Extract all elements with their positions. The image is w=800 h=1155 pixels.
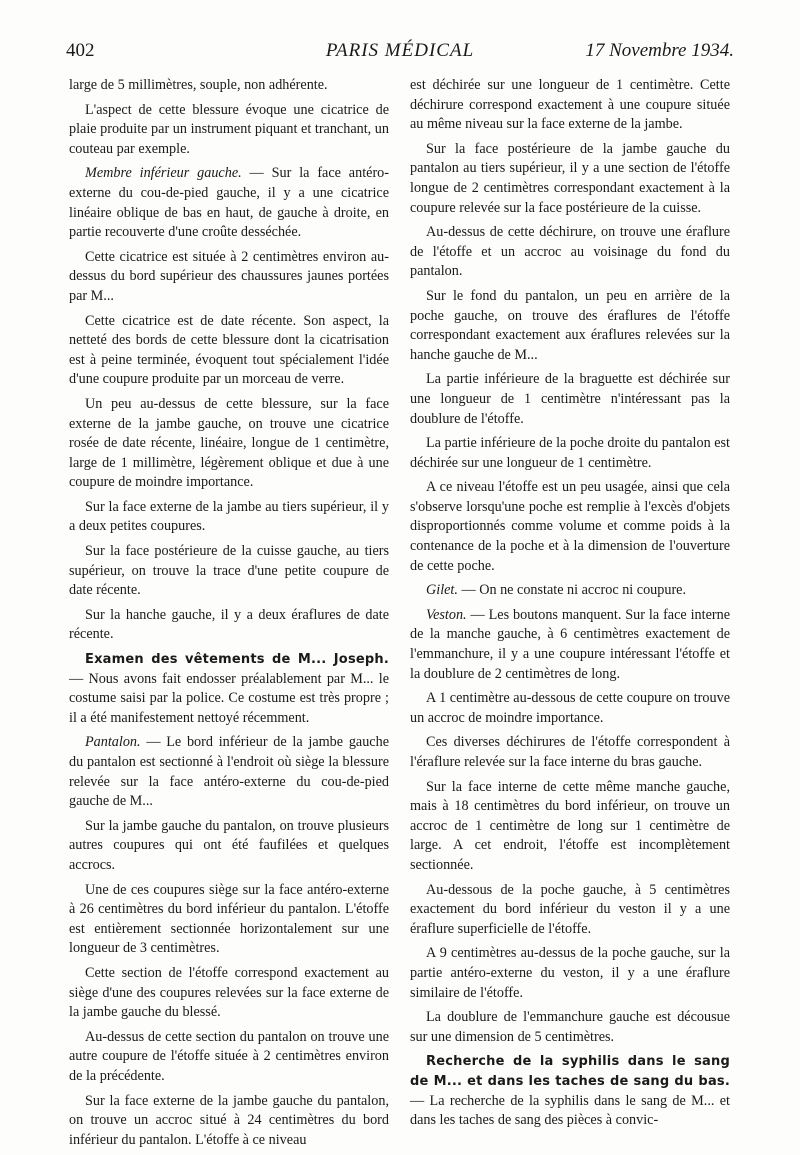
paragraph: Ces diverses déchirures de l'étoffe correspondent à l'éraflure relevée sur la face interne du bras gauche. [410,734,730,770]
paragraph-text: — Les boutons manquent. Sur la face interne de la manche gauche, à 6 centimètres exactement de l'emmanchure, il y a une coupure intéressant l'étoffe et la doublure de 2 centimètres de long. [410,606,730,682]
paragraph: Cette cicatrice est de date récente. Son aspect, la netteté des bords de cette blessure dont la cicatrisation est à peine terminée, évoquent tout spécialement l'idée d'une coupure produite par un morceau de verre. [69,312,389,388]
paragraph [69,650,389,728]
paragraph: La doublure de l'emmanchure gauche est décousue sur une dimension de 5 centimètres. [410,1009,730,1045]
paragraph: Sur la face externe de la jambe gauche du pantalon, on trouve un accroc situé à 24 centimètres du bord inférieur du pantalon. L'étoffe à ce niveau [69,1092,389,1148]
paragraph: Au-dessus de cette déchirure, on trouve une éraflure de l'étoffe et un accroc au voisinage du fond du pantalon. [410,224,730,280]
paragraph: Sur la face interne de cette même manche gauche, mais à 18 centimètres du bord inférieur, on trouve un accroc de 1 centimètre de long sur 1 centimètre de large. A cet endroit, l'étoffe est incomplètement sectionnée. [410,778,730,873]
paragraph: Sur la face postérieure de la cuisse gauche, au tiers supérieur, on trouve la trace d'une petite coupure de date récente. [69,543,389,599]
paragraph: Sur le fond du pantalon, un peu en arrière de la poche gauche, on trouve des éraflures de l'étoffe correspondant exactement aux éraflures relevées sur la hanche gauche de M... [410,287,730,363]
paragraph-text: — Nous avons fait endosser préalablement par M... le costume saisi par la police. Ce costume est très propre ; il a été manifestement nettoyé récemment. [69,670,389,726]
paragraph-text: — On ne constate ni accroc ni coupure. [457,582,687,599]
paragraph: Sur la jambe gauche du pantalon, on trouve plusieurs autres coupures qui ont été faufilées et quelques accrocs. [69,817,389,873]
section-heading: Recherche de la syphilis dans le sang de M... et dans les taches de sang du bas. [410,1054,730,1089]
paragraph: L'aspect de cette blessure évoque une cicatrice de plaie produite par un instrument piquant et tranchant, un couteau par exemple. [69,101,389,157]
page-number: 402 [66,40,95,61]
paragraph: A ce niveau l'étoffe est un peu usagée, ainsi que cela s'observe lorsqu'une poche est remplie à l'excès d'objets disproportionnés comme volume et comme poids à la contenance de la poche et à la dimension de l'ouverture de cette poche. [410,479,730,574]
paragraph-text: — Le bord inférieur de la jambe gauche du pantalon est sectionné à l'endroit où siège la blessure relevée sur la face antéro-externe du cou-de-pied gauche de M... [69,734,389,810]
paragraph [69,164,389,242]
section-heading: Examen des vêtements de M... Joseph. [85,652,389,668]
paragraph: Cette cicatrice est située à 2 centimètres environ au-dessus du bord supérieur des chaussures jaunes portées par M... [69,248,389,304]
section-label: Gilet. [426,582,458,599]
paragraph: Un peu au-dessus de cette blessure, sur la face externe de la jambe gauche, on trouve une cicatrice rosée de date récente, linéaire, longue de 1 centimètre, large de 1 millimètre, légèrement oblique et due à une coupure de moindre importance. [69,395,389,491]
paragraph: est déchirée sur une longueur de 1 centimètre. Cette déchirure correspond exactement à une coupure située au même niveau sur la face externe de la jambe. [410,77,730,133]
paragraph [410,606,730,684]
paragraph: Cette section de l'étoffe correspond exactement au siège d'une des coupures relevées sur la face externe de la jambe gauche du blessé. [69,964,389,1021]
paragraph: Sur la face postérieure de la jambe gauche du pantalon au tiers supérieur, il y a une section de l'étoffe longue de 2 centimètres correspondant exactement à la coupure relevée sur la face postérieure de la cuisse. [410,140,730,216]
paragraph-text: — Sur la face antéro-externe du cou-de-pied gauche, il y a une cicatrice linéaire oblique de bas en haut, de gauche à droite, en partie recouverte d'une croûte desséchée. [69,165,389,241]
left-column [69,76,389,1155]
journal-title: PARIS MÉDICAL [325,40,475,61]
paragraph: Sur la hanche gauche, il y a deux éraflures de date récente. [69,606,389,643]
paragraph: A 1 centimètre au-dessous de cette coupure on trouve un accroc de moindre importance. [410,690,730,726]
paragraph: La partie inférieure de la poche droite du pantalon est déchirée sur une longueur de 1 centimètre. [410,435,730,471]
paragraph [69,733,389,811]
paragraph: Sur la face externe de la jambe au tiers supérieur, il y a deux petites coupures. [69,498,389,535]
paragraph: La partie inférieure de la braguette est déchirée sur une longueur de 1 centimètre n'intéressant pas la doublure de l'étoffe. [410,371,730,427]
page-header [66,40,734,64]
paragraph: Au-dessous de la poche gauche, à 5 centimètres exactement du bord inférieur du veston il y a une éraflure superficielle de l'étoffe. [410,881,730,937]
paragraph-text: — La recherche de la syphilis dans le sang de M... et dans les taches de sang des pièces à convic- [410,1092,730,1129]
paragraph: Au-dessus de cette section du pantalon on trouve une autre coupure de l'étoffe située à 2 centimètres environ de la précédente. [69,1028,389,1084]
section-label: Veston. [426,606,467,623]
paragraph: Une de ces coupures siège sur la face antéro-externe à 26 centimètres du bord inférieur du pantalon. L'étoffe est entièrement sectionnée horizontalement sur une longueur de 3 centimètres. [69,881,389,957]
section-label: Pantalon. [85,734,141,751]
paragraph [410,581,730,601]
right-column [410,76,730,1136]
issue-date: 17 Novembre 1934. [585,40,734,61]
paragraph [410,1052,730,1130]
paragraph: A 9 centimètres au-dessus de la poche gauche, sur la partie antéro-externe du veston, il y a une éraflure similaire de l'étoffe. [410,945,730,1001]
paragraph: large de 5 millimètres, souple, non adhérente. [69,77,328,93]
section-label: Membre inférieur gauche. [85,165,242,182]
